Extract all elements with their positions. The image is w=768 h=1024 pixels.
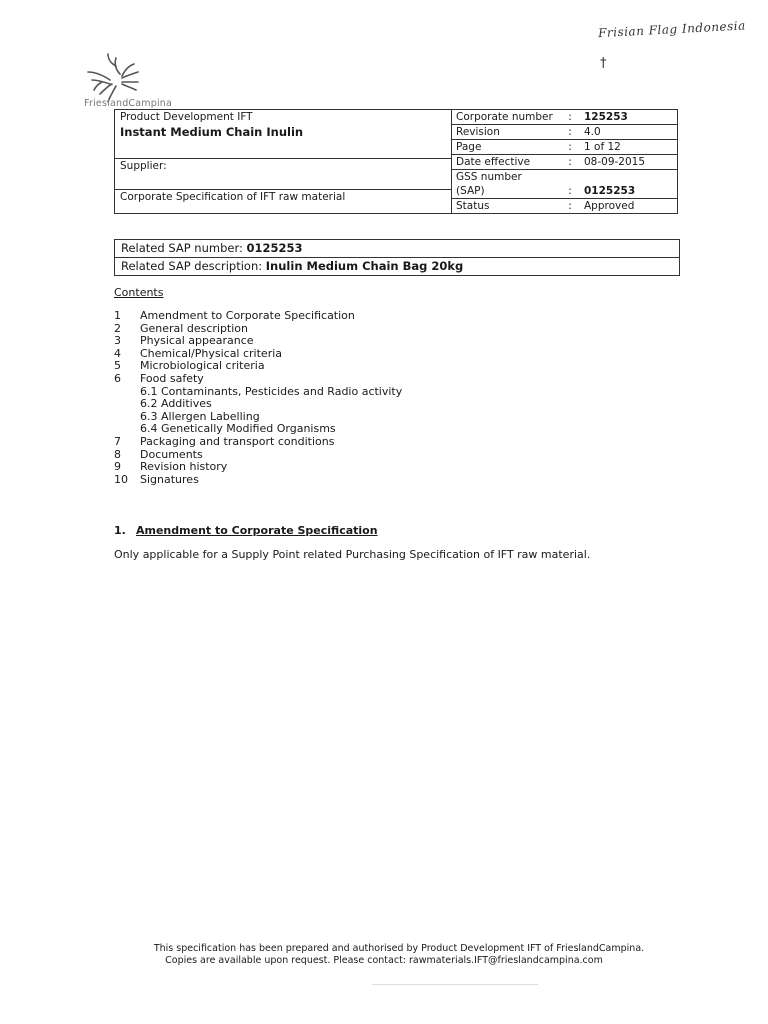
field-corporate-number: Corporate number : 125253 [452,110,677,125]
contents-heading: Contents [114,286,164,299]
toc-item: 2 General description [114,321,249,335]
field-value: 08-09-2015 [580,155,677,170]
field-label: Date effective [452,155,560,170]
field-label: Page [452,140,560,155]
toc-item: 4 Chemical/Physical criteria [114,346,283,360]
supplier-label: Supplier: [115,159,452,190]
field-status: Status : Approved [452,199,677,214]
field-label: Corporate number [452,110,560,125]
header-right-fields [452,110,678,214]
sap-description-label: Related SAP description: [121,259,263,273]
field-value: 1 of 12 [580,140,677,155]
toc-subitem: 6.4 Genetically Modified Organisms [140,422,336,436]
department-label: Product Development IFT [120,111,253,123]
sap-number-row [115,240,679,257]
toc-item: 10 Signatures [114,472,199,486]
section-1-text: Only applicable for a Supply Point related Purchasing Specification of IFT raw material. [114,548,591,561]
section-1-heading [114,524,378,537]
toc-subitem: 6.1 Contaminants, Pesticides and Radio activity [140,384,403,398]
spec-type: Corporate Specification of IFT raw material [115,190,452,214]
header-fields-table [452,110,677,213]
toc-subitem: 6.3 Allergen Labelling [140,409,260,423]
toc-item: 6 Food safety [114,371,204,385]
field-label: Revision [452,125,560,140]
scan-artifact-line [372,984,538,985]
field-value: 4.0 [580,125,677,140]
sap-number-label: Related SAP number: [121,241,243,255]
field-value: Approved [584,200,635,212]
toc-item: 5 Microbiological criteria [114,359,265,373]
handwritten-mark: † [600,56,607,71]
field-label: Status [456,200,490,212]
field-value: 125253 [580,110,677,125]
field-page: Page : 1 of 12 [452,140,677,155]
toc-subitem: 6.2 Additives [140,397,212,411]
sap-number-value: 0125253 [246,241,303,255]
footer [0,943,768,967]
spec-header-table [114,109,678,214]
sap-description-row [115,257,679,275]
field-revision: Revision : 4.0 [452,125,677,140]
toc-item: 3 Physical appearance [114,334,254,348]
field-label: GSS number (SAP) [452,170,560,199]
table-of-contents [114,310,402,486]
toc-item: 8 Documents [114,447,203,461]
section-title: Amendment to Corporate Specification [136,524,378,537]
field-gss-number: GSS number (SAP) : 0125253 [452,170,677,199]
footer-line-1: This specification has been prepared and authorised by Product Development IFT of FrieslandCampina. [153,943,645,954]
toc-item: 7 Packaging and transport conditions [114,434,335,448]
field-value: 0125253 [580,170,677,199]
footer-line-2: Copies are available upon request. Please contact: rawmaterials.IFT@frieslandcampina.com [165,955,603,966]
header-left-top [115,110,452,159]
toc-item: 1 Amendment to Corporate Specification [114,309,355,322]
sap-description-value: Inulin Medium Chain Bag 20kg [265,259,464,273]
field-date-effective: Date effective : 08-09-2015 [452,155,677,170]
logo-wordmark: FrieslandCampina [84,98,173,109]
handwritten-note: Frisian Flag Indonesia [597,18,747,41]
product-title: Instant Medium Chain Inulin [120,125,304,139]
sap-info-box [114,239,680,276]
toc-item: 9 Revision history [114,460,228,474]
section-number: 1. [114,524,126,537]
